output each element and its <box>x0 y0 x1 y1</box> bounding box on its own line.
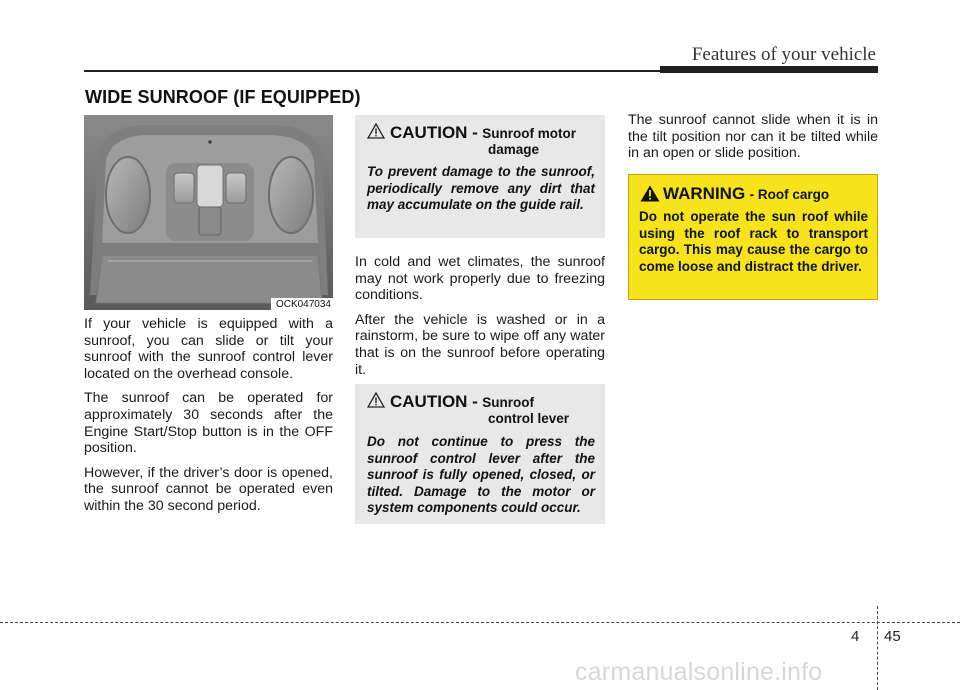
caution-label: CAUTION - <box>390 392 478 411</box>
caution-box-motor <box>355 115 605 238</box>
paragraph: The sunroof can be operated for approximately 30 seconds after the Engine Start/Stop button is in the OFF position. <box>84 390 333 457</box>
paragraph: In cold and wet climates, the sunroof may not work properly due to freezing conditions. <box>355 254 605 304</box>
watermark: carmanualsonline.info <box>575 658 823 686</box>
caution-topic-continued: control lever <box>488 411 570 426</box>
paragraph: However, if the driver’s door is opened, the sunroof cannot be operated even within the 30 second period. <box>84 464 333 514</box>
caution-body: Do not continue to press the sunroof control lever after the sunroof is fully opened, closed, or tilted. Damage to the motor or system components could occur. <box>367 434 595 515</box>
header-rule <box>84 70 662 72</box>
caution-topic: Sunroof motor <box>482 126 577 141</box>
paragraph: After the vehicle is washed or in a rainstorm, be sure to wipe off any water that is on the sunroof before operating it. <box>355 311 605 378</box>
warning-triangle-icon <box>640 185 660 202</box>
caution-heading <box>390 392 534 412</box>
page-number: 45 <box>884 628 901 645</box>
warning-box-roof-cargo <box>628 174 878 300</box>
paragraph: If your vehicle is equipped with a sunroof, you can slide or tilt your sunroof with the sunroof control lever located on the overhead console. <box>84 316 333 382</box>
overhead-console-photo <box>84 115 333 310</box>
footer-divider <box>877 606 878 690</box>
caution-box-lever <box>355 384 605 524</box>
header-accent-bar <box>660 66 878 73</box>
overhead-console-illustration <box>84 115 333 310</box>
caution-triangle-icon <box>367 392 385 408</box>
chapter-number: 4 <box>851 628 860 645</box>
caution-topic: Sunroof <box>482 395 535 410</box>
paragraph: The sunroof cannot slide when it is in the tilt position nor can it be tilted while in an open or slide position. <box>628 112 878 162</box>
photo-caption-code: OCK047034 <box>271 298 333 310</box>
right-text-column <box>628 112 878 170</box>
section-header: Features of your vehicle <box>691 44 876 65</box>
footer-rule <box>0 622 960 623</box>
caution-label: CAUTION - <box>390 123 478 142</box>
caution-body: To prevent damage to the sunroof, periodically remove any dirt that may accumulate on the guide rail. <box>367 164 595 212</box>
caution-heading <box>390 123 576 143</box>
middle-text-column <box>355 254 605 386</box>
caution-triangle-icon <box>367 123 385 139</box>
warning-label: WARNING <box>663 184 746 203</box>
intro-text-column <box>84 316 333 523</box>
warning-heading <box>663 184 829 204</box>
warning-topic: - Roof cargo <box>749 187 830 202</box>
caution-topic-continued: damage <box>488 142 540 157</box>
warning-body: Do not operate the sun roof while using the roof rack to transport cargo. This may cause the cargo to come loose and distract the driver. <box>639 209 868 275</box>
page-title: WIDE SUNROOF (IF EQUIPPED) <box>85 87 361 107</box>
